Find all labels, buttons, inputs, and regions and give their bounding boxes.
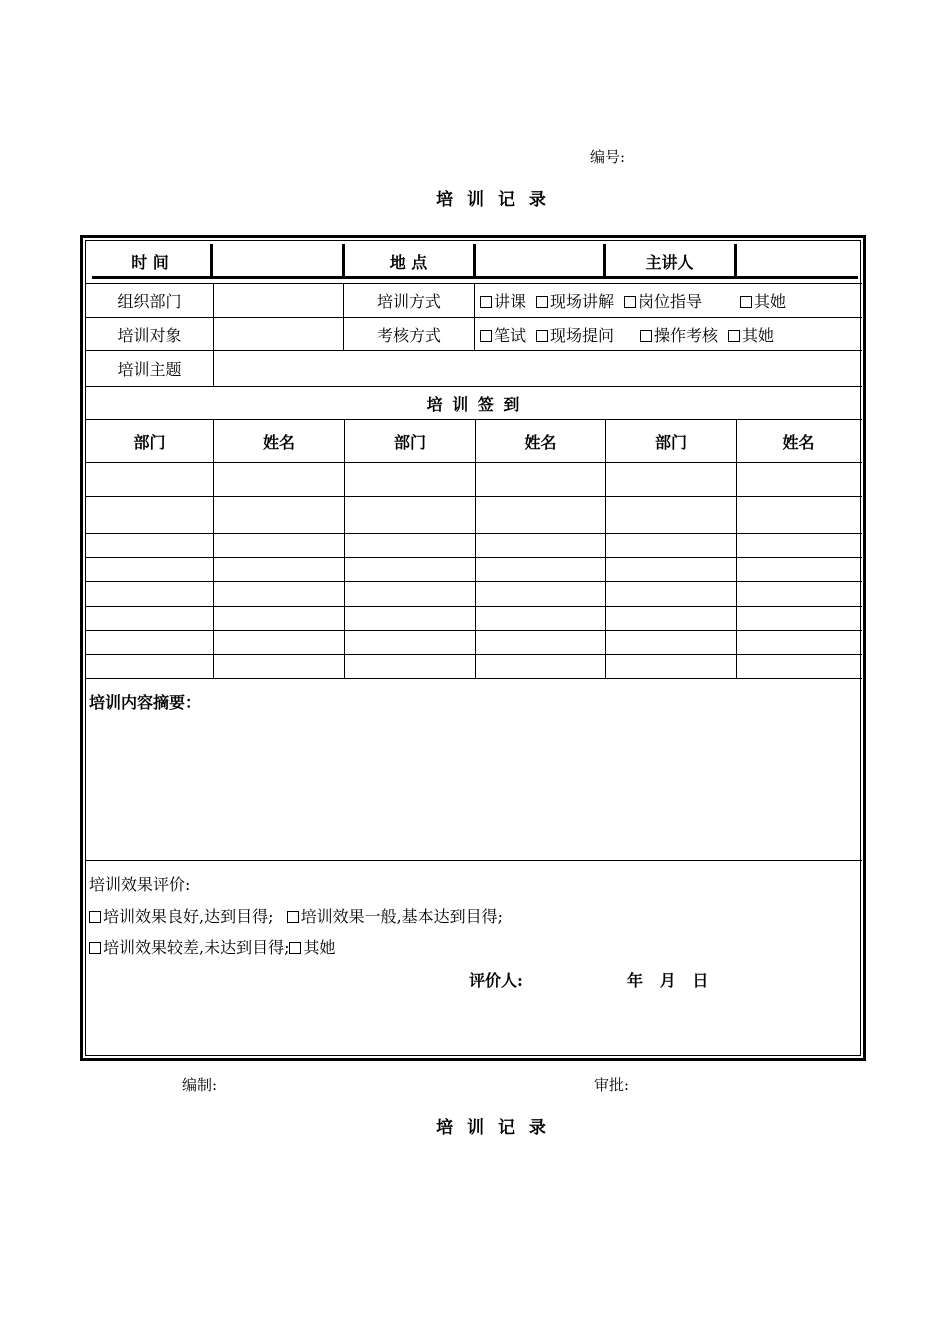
assess-method-option[interactable]: 其她 [728,323,774,346]
assess-method-option[interactable]: 笔试 [480,323,526,346]
signin-header-dept: 部门 [133,432,166,452]
train-method-label: 培训方式 [376,292,441,311]
summary-content-area[interactable] [86,712,860,858]
signin-header-dept: 部门 [393,432,426,452]
signin-title: 培 训 签 到 [426,394,522,414]
topic-label: 培训主题 [117,360,182,379]
evaluation-option-poor[interactable]: 培训效果较差,未达到目得; [89,938,289,957]
checkbox-icon[interactable] [640,330,652,342]
approved-by-label: 审批: [594,1076,630,1094]
assess-method-label: 考核方式 [376,325,441,345]
checkbox-icon[interactable] [287,911,299,923]
evaluation-option-fair[interactable]: 培训效果一般,基本达到目得; [287,907,503,926]
checkbox-icon[interactable] [740,296,752,308]
serial-number-label: 编号: [590,148,626,166]
org-dept-label: 组织部门 [117,292,182,311]
evaluation-date-label: 年 月 日 [627,971,709,990]
train-method-option[interactable]: 其她 [740,289,786,312]
checkbox-icon[interactable] [728,330,740,342]
target-value[interactable] [214,318,343,350]
place-label: 地 点 [389,252,428,272]
place-value[interactable] [477,246,601,276]
checkbox-icon[interactable] [480,330,492,342]
next-page-title: 培 训 记 录 [436,1118,550,1138]
assess-method-option[interactable]: 操作考核 [640,323,718,346]
org-dept-value[interactable] [214,284,343,317]
evaluation-option-good[interactable]: 培训效果良好,达到目得; [89,907,273,926]
checkbox-icon[interactable] [536,296,548,308]
signin-header-name: 姓名 [524,432,557,452]
evaluator-label: 评价人: [469,971,523,990]
checkbox-icon[interactable] [89,942,101,954]
evaluation-row-1 [89,904,503,927]
evaluation-label: 培训效果评价: [89,875,191,894]
evaluation-option-other[interactable]: 其她 [289,938,335,957]
train-method-options [480,284,860,317]
checkbox-icon[interactable] [89,911,101,923]
checkbox-icon[interactable] [536,330,548,342]
checkbox-icon[interactable] [289,942,301,954]
evaluation-row-2 [89,935,336,958]
speaker-value[interactable] [738,246,856,276]
time-label: 时 间 [131,252,169,272]
signin-header-name: 姓名 [262,432,295,452]
prepared-by-label: 编制: [182,1076,218,1094]
topic-value[interactable] [214,351,860,386]
checkbox-icon[interactable] [624,296,636,308]
checkbox-icon[interactable] [480,296,492,308]
form-title: 培 训 记 录 [436,190,550,210]
time-value[interactable] [214,246,340,276]
speaker-label: 主讲人 [645,252,694,272]
signin-header-dept: 部门 [654,432,687,452]
assess-method-options [480,318,860,350]
signin-header-name: 姓名 [782,432,815,452]
train-method-option[interactable]: 现场讲解 [536,289,614,312]
assess-method-option[interactable]: 现场提问 [536,323,614,346]
train-method-option[interactable]: 讲课 [480,289,526,312]
target-label: 培训对象 [117,325,182,345]
summary-label: 培训内容摘要： [89,693,202,712]
train-method-option[interactable]: 岗位指导 [624,289,702,312]
